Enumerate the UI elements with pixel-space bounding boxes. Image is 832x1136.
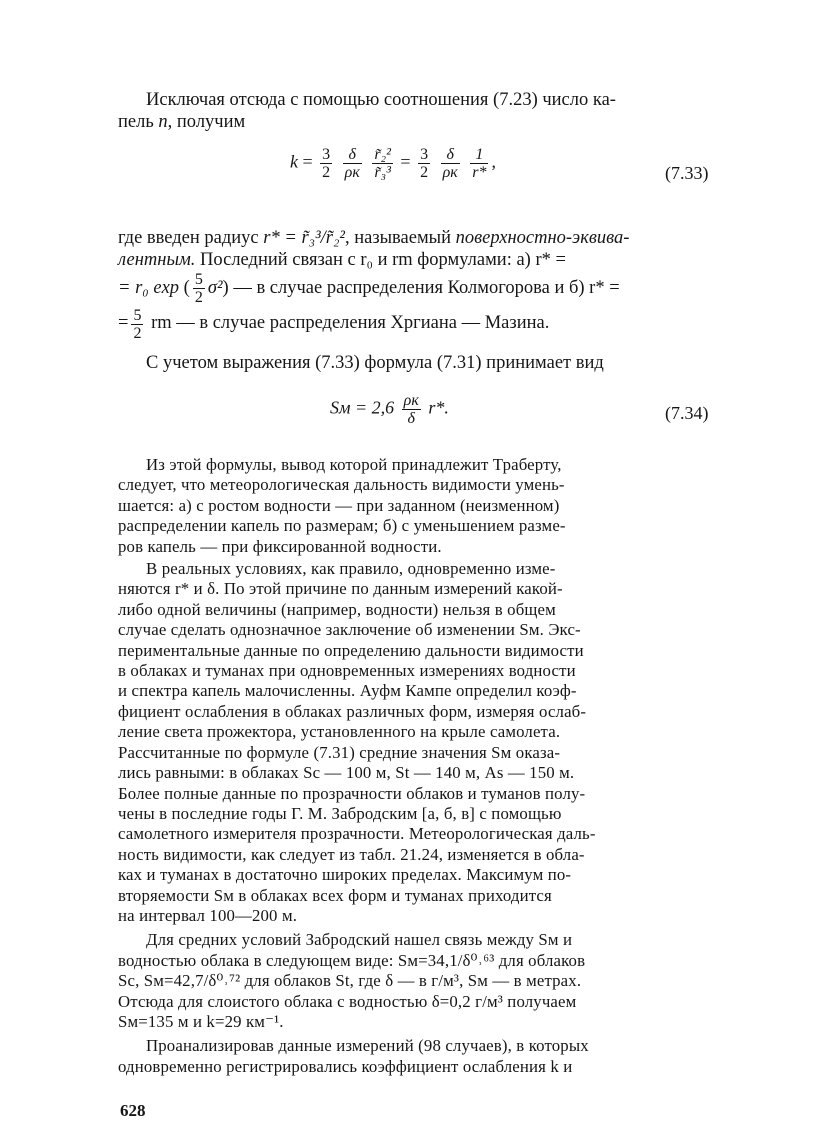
intro-line-2: пель n, получим [118, 111, 246, 132]
radius-line-3: = r₀ exp ( $\frac{5}{2}$ σ²) — в случае распределения Колмогорова и б) r* = [118, 271, 620, 307]
paragraph-3: Для средних условий Забродский нашел связь между Sм и водностью облака в следующем виде: Sм=34,1/δ⁰˒⁶³ для облаков Sc, Sм=42,7/δ⁰˒⁷² для облаков St, где δ — в г/м³, Sм — в метрах. Отсюда для слоистого облака с водностью δ=0,2 г/м³ получаем Sм=135 м и k=29 км⁻¹. [118, 930, 586, 1031]
intro-paragraph [118, 90, 714, 133]
equation-7-34: Sм = 2,6 $\frac{\rho к}{\delta}$ r*. [330, 392, 449, 427]
radius-line-2: лентным. Последний связан с r₀ и rm формулами: а) r* = [118, 249, 566, 270]
radius-line-1: где введен радиус r* = r̃₃³/r̃₂², называемый поверхностно-эквива- [118, 228, 630, 248]
equation-number-7-33: (7.33) [665, 163, 709, 183]
eq733-frac-6: $\frac{1}{r*}$ [472, 146, 487, 181]
eq733-frac-2: $\frac{\delta}{\rho к}$ [344, 146, 360, 181]
paragraph-1: Из этой формулы, вывод которой принадлежит Траберту, следует, что метеорологическая дальность видимости умень- шается: а) с ростом водности — при заданном (неизменном) распределении капель по размерам; б) с уменьшением разме- ров капель — при фиксированной водности. [118, 455, 566, 556]
small-text-block [118, 455, 714, 1077]
paragraph-4: Проанализировав данные измерений (98 случаев), в которых одновременно регистрировались коэффициент ослабления k и [118, 1036, 589, 1076]
eq734-frac: $\frac{\rho к}{\delta}$ [403, 392, 419, 427]
intro-line-1: Исключая отсюда с помощью соотношения (7.23) число ка- [146, 90, 616, 110]
eq733-frac-3: $\frac{\text{r̃₂²}}{\text{r̃₃³}}$ [374, 146, 391, 181]
eq733-frac-5: $\frac{\delta}{\rho к}$ [442, 146, 458, 181]
formula-intro: С учетом выражения (7.33) формула (7.31) принимает вид [146, 353, 604, 373]
eq733-frac-1: $\frac{3}{2}$ [322, 146, 331, 181]
eq733-frac-4: $\frac{3}{2}$ [420, 146, 429, 181]
equation-number-7-34: (7.34) [665, 403, 709, 423]
radius-paragraph [118, 228, 714, 342]
radius-line-4: = $\frac{5}{2}$ rm — в случае распределения Хргиана — Мазина. [118, 306, 550, 342]
paragraph-2: В реальных условиях, как правило, одновременно изме- няются r* и δ. По этой причине по данным измерений какой- либо одной величины (например, водности) нельзя в общем случае сделать однозначное заключение об изменении Sм. Экс- периментальные данные по определению дальности видимости в облаках и туманах при одновременных измерениях водности и спектра капель малочисленны. Ауфм Кампе определил коэф- фициент ослабления в облаках различных форм, измеряя ослаб- ление света прожектора, установленного на крыле самолета. Рассчитанные по формуле (7.31) средние значения Sм оказа- лись равными: в облаках Sc — 100 м, St — 140 м, As — 150 м. Более полные данные по прозрачности облаков и туманов полу- чены в последние годы Г. М. Забродским [а, б, в] с помощью самолетного измерителя прозрачности. Метеорологическая даль- ность видимости, как следует из табл. 21.24, изменяется в обла- ках и туманах в достаточно широких пределах. Максимум по- вторяемости Sм в облаках всех форм и туманах приходится на интервал 100—200 м. [118, 559, 596, 925]
page-number: 628 [120, 1101, 146, 1120]
equation-7-33: k = $\frac{3}{2}$ $\frac{\delta}{\rho к}$ $\frac{\text{r̃₂²}}{\text{r̃₃³}}$ = $\frac{3}{2}$ $\frac{\delta}{\rho к}$ $\frac{1}{r*}$ , [290, 146, 496, 181]
